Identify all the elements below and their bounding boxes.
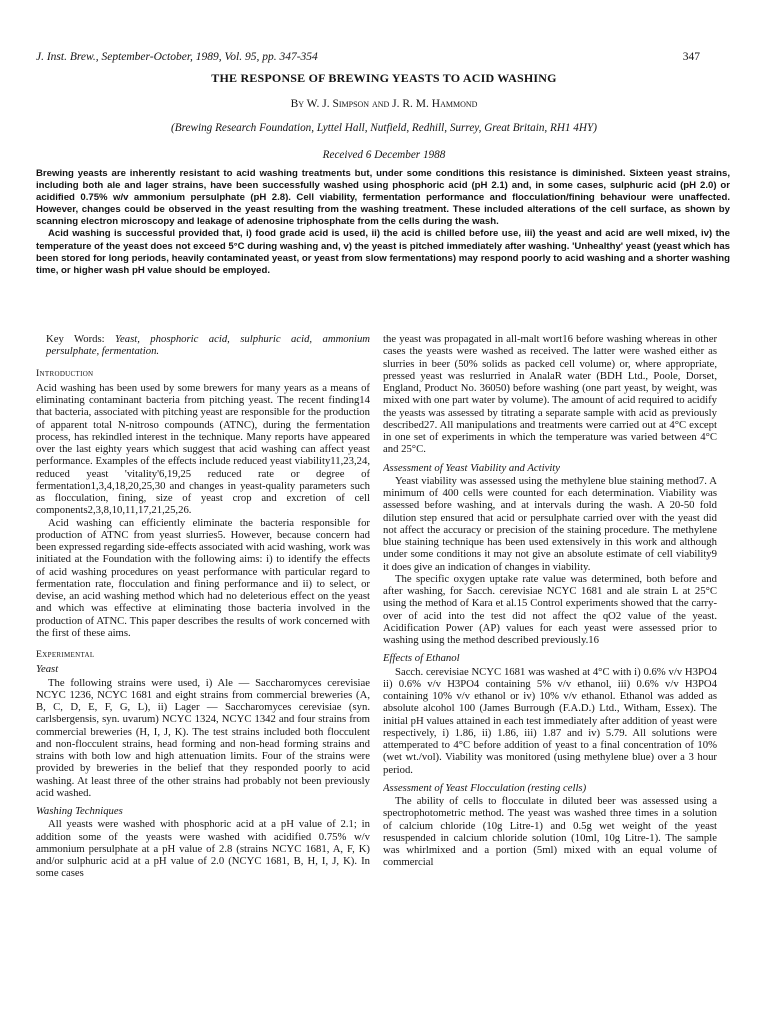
keywords [36, 333, 370, 358]
body-paragraph: All yeasts were washed with phosphoric acid at a pH value of 2.1; in addition some of the yeasts were washed with acidified 0.75% w/v ammonium persulphate at a pH value of 2.8 (strains NCYC 1681, A, F, K) and/or sulphuric acid at a pH value of 2.0 (NCYC 1681, B, H, I, J, K). In some cases [36, 818, 370, 880]
abstract-paragraph: Acid washing is successful provided that, i) food grade acid is used, ii) the acid is chilled before use, iii) the yeast and acid are well mixed, iv) the temperature of the yeast does not exceed 5°C during washing and, v) the yeast is pitched immediately after washing. 'Unhealthy' yeast (yeast which has been stored for long periods, heavily contaminated yeast, or yeast from slow fermentations) may respond poorly to acid washing and a shorter washing time, or higher wash pH value should be employed. [36, 228, 730, 276]
subheading-yeast: Yeast [36, 663, 59, 676]
subheading-washing-techniques: Washing Techniques [36, 805, 123, 817]
subheading-ethanol: Effects of Ethanol [383, 652, 460, 665]
journal-citation: J. Inst. Brew., September-October, 1989, Vol. 95, pp. 347-354 [36, 51, 318, 63]
abstract [36, 168, 730, 277]
paper-title: THE RESPONSE OF BREWING YEASTS TO ACID WASHING [211, 71, 557, 85]
author-affiliation: (Brewing Research Foundation, Lyttel Hall, Nutfield, Redhill, Surrey, Great Britain, RH1 4HY) [171, 122, 597, 134]
received-date: Received 6 December 1988 [322, 149, 446, 161]
right-column [383, 333, 717, 1013]
body-paragraph: The specific oxygen uptake rate value was determined, both before and after washing, for Sacch. cerevisiae NCYC 1681 and ale strain L at 25°C using the method of Kara et al.15 Control experiments showed that the carry-over of acid into the test did not affect the qO2 value of the yeast. Acidification Power (AP) values for each yeast were assessed prior to washing using the method described previously.16 [383, 572, 717, 646]
section-heading-experimental: Experimental [36, 649, 95, 660]
body-paragraph: Yeast viability was assessed using the methylene blue staining method7. A minimum of 400 cells were counted for each determination. Viability was assessed before washing, and at intervals during the wash. A 20-50 fold dilution step ensured that acid or persulphate carried over with the yeast did not affect the accuracy or precision of the staining procedure. The methylene blue staining technique has been used extensively in this work and although under some conditions it may not give an absolute estimate of cell viability9 it does give an indication of changes in viability. [383, 474, 717, 573]
abstract-paragraph: Brewing yeasts are inherently resistant to acid washing treatments but, under some conditions this resistance is diminished. Sixteen yeast strains, including both ale and lager strains, have been successfully washed using phosphoric acid (pH 2.1) and, in some cases, sulphuric acid (pH 2.0) or acidified 0.75% w/v ammonium persulphate (pH 2.8). Cell viability, fermentation performance and flocculation/fining behaviour were unaffected. However, changes could be observed in the yeast resulting from the washing treatment. These included alterations of the cell surface, as shown by scanning electron microscopy and leakage of adenosine triphosphate from the cells during the wash. [36, 168, 730, 228]
section-heading-introduction: Introduction [36, 367, 94, 379]
left-column [36, 333, 370, 1013]
keywords-list: Yeast, phosphoric acid, sulphuric acid, ammonium persulphate, fermentation. [46, 333, 370, 358]
paper-authors: By W. J. Simpson and J. R. M. Hammond [290, 98, 478, 110]
subheading-viability: Assessment of Yeast Viability and Activity [383, 461, 561, 474]
running-header [36, 51, 700, 63]
body-paragraph: Acid washing can efficiently eliminate the bacteria responsible for production of ATNC from yeast slurries5. However, because concern had been expressed regarding side-effects associated with acid washing, work was initiated at the Foundation with the following aims: i) to identify the effects of acid washing procedures on yeast performance with particular regard to fermentation rate, flocculation and fining performance and ii) to select, or devise, an acid washing method which had no deleterious effect on the yeast and which was effective at eliminating those bacteria involved in the production of ATNC. This paper describes the results of work concerned with the first of these aims. [36, 516, 370, 639]
body-paragraph: Sacch. cerevisiae NCYC 1681 was washed at 4°C with i) 0.6% v/v H3PO4 ii) 0.6% v/v H3PO4 containing 5% v/v ethanol, iii) 0.6% v/v H3PO4 containing 10% v/v ethanol or iv) 10% v/v ethanol. Ethanol was added as absolute alcohol 100 (James Burrough (F.A.D.) Ltd., Witham, Essex). The initial pH values attained in each test immediately after addition of yeast were respectively, i) 1.86, ii) 1.86, iii) 1.87 and iv) 5.79. All solutions were attemperated to 4°C before addition of yeast to a final concentration of 10% (wet wt./vol). Viability was monitored (using methylene blue) over a 3 hour period. [383, 665, 717, 776]
body-paragraph: the yeast was propagated in all-malt wort16 before washing whereas in other cases the yeasts were washed as received. The latter were washed either as slurries in beer (50% solids as packed cell volume) or, where appropriate, pressed yeast was reslurried in AnalaR water (BDH Ltd., Poole, Dorset, England, Product No. 36050) before washing (one part yeast, by weight, was mixed with one part water by volume). The amount of acid required to acidify the yeasts was assessed by titrating a separate sample with acid as previously described27. All manipulations and treatments were carried out at 4°C except in one set of experiments in which the temperature was varied between 4°C and 25°C. [383, 333, 717, 456]
body-paragraph: The ability of cells to flocculate in diluted beer was assessed using a spectrophotometric method. The yeast was washed three times in a solution of calcium chloride (10g Litre-1) and 0.5g wet weight of the yeast resuspended in calcium chloride solution (10ml, 10g Litre-1). The sample was whirlmixed and a portion (5ml) mixed with an equal volume of commercial [383, 795, 717, 869]
subheading-flocculation: Assessment of Yeast Flocculation (resting cells) [383, 781, 587, 794]
body-paragraph: Acid washing has been used by some brewers for many years as a means of eliminating contaminant bacteria from pitching yeast. The recent finding14 that bacteria, associated with pitching yeast are responsible for the production of apparent total N-nitroso compounds (ATNC), during the fermentation process, has rekindled interest in the technique. Many reports have appeared over the last eighty years which suggest that acid washing can affect yeast performance. Examples of the effects include reduced yeast viability11,23,24, reduced yeast 'vitality'6,19,25 reduced rate or degree of fermentation1,3,4,18,20,25,30 and changes in yeast-quality parameters such as flocculation, fining, size of yeast crop and excretion of cell components2,3,8,10,11,17,21,25,26. [36, 381, 370, 517]
page-number: 347 [682, 51, 700, 63]
keywords-label: Key Words: [46, 333, 105, 345]
body-paragraph: The following strains were used, i) Ale — Saccharomyces cerevisiae NCYC 1236, NCYC 1681 and eight strains from commercial breweries (A, B, C, D, E, F, G, L), ii) Lager — Saccharomyces cerevisiae (syn. carlsbergensis, syn. uvarum) NCYC 1324, NCYC 1342 and four strains from commercial breweries (H, I, J, K). The test strains included both flocculent and non-flocculent strains, head forming and non-head forming strains and strains with both low and high attenuation limits. Four of the strains were provided by breweries in the belief that they responded poorly to acid washing. At least three of the other strains had probably not been previously acid washed. [36, 676, 370, 799]
